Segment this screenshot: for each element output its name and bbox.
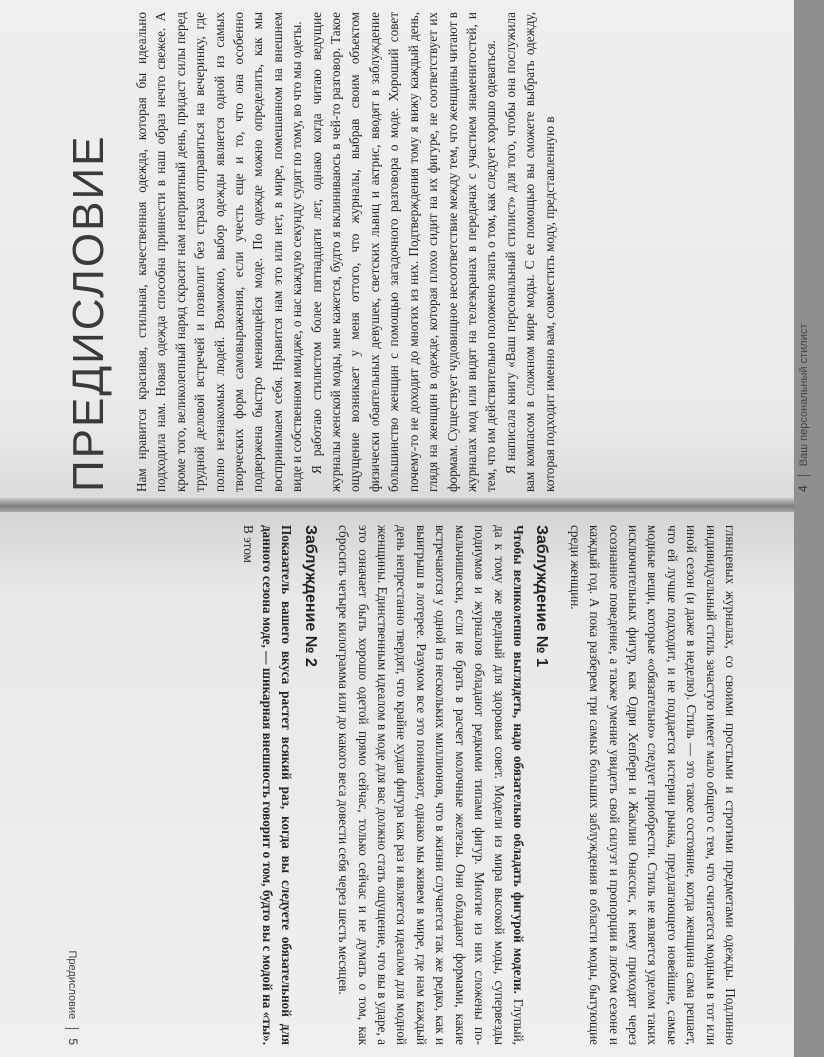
footer-divider <box>797 475 811 476</box>
misconception-1-body: Глупый, да к тому же вредный для здоровья совет. Модели из мира высокой моды, супервезды подиумов и журналов обладают редкими типами фигур. Многие из них сложены по-мальчишески, если не брать в расчет молочные железы. Они обладают формами, какие встречаются у одной из нескольких миллионов, что в жизни случается так же редко, как и выигрыш в лотерее. Разумом все это понимают, однако мы живем в мире, где нам каждый день непрестанно твердят, что крайне худая фигура как раз и является идеалом для модной женщины. Единственным идеалом в моде для вас должно стать ощущение, что вы в ударе, а это означает быть хорошо одетой прямо сейчас, только сейчас и не думать о том, как сбросить четыре килограмма или до какого веса довести себя через шесть месяцев. <box>336 525 526 1045</box>
right-page-content <box>40 525 740 1045</box>
right-footer <box>65 525 80 1045</box>
left-page-content <box>54 12 824 492</box>
misconception-1-lead: Чтобы великолепно выглядеть, надо обязательно обладать фигурой модели. <box>510 525 526 994</box>
page-number-left: 4 <box>796 485 810 492</box>
right-intro-paragraph: глянцевых журналах, со своими простыми и строгими предметами одежды. Подлинно индивидуальный стиль зачастую имеет мало общего с тем, что считается модным в тот или иной сезон (и даже в неделю). Стиль — это такое состояние, когда женщина сама решает, что ей лучше подходит, и не поддается истерии рынка, предлагающего новейшие, самые модные вещи, которые «обязательно» следует приобрести. Стиль не является уделом таких исключительных фигур, как Одри Хепберн и Жаклин Онассис, к нему приходят через осознанное поведение, а также умение увидеть свой силуэт и пропорции в любом сезоне и каждый год. А пока разберем три самых больших заблуждения в области моды, бытующие среди женщин. <box>567 525 738 1045</box>
misconception-1-heading: Заблуждение № 1 <box>533 525 551 667</box>
misconception-1-paragraph <box>334 525 528 1045</box>
misconception-2-lead: Показатель вашего вкуса растет всякий раз, когда вы следуете обязательной для данного сезона моде, — шикарная внешность говорит о том, будто вы с модой на «ты». <box>260 525 295 1045</box>
left-paragraph: Я работаю стилистом более пятнадцати лет, однако когда читаю ведущие журналы женской моды, мне кажется, будто я вклиниваюсь в чей-то разговор. Такое ощущение возникает у меня оттого, что журналы, выбрав своим объектом физически обаятельных девушек, светских львиц и актрис, вводят в заблуждение большинство женщин с помощью загадочного разговора о моде. Хороший совет почему-то не доходит до многих из них. Подтверждения тому я вижу каждый день, глядя на женщин в одежде, которая плохо сидит на их фигуре, не соответствует их формам. Существует чудовищное несоответствие между тем, что женщины читают в журналах мод или видят на телеэкранах в передачах с участием знаменитостей, и тем, что им действительно положено знать о том, как следует хорошо одеваться. <box>308 12 499 492</box>
footer-divider <box>65 1028 79 1029</box>
misconception-2-paragraph <box>238 525 296 1045</box>
left-paragraph: Нам нравится красивая, стильная, качественная одежда, которая бы идеально подходила нам. Новая одежда способна привнести в наш образ нечто свежее. А кроме того, великолепный наряд скрасит нам неприятный день, придаст силы перед трудной деловой встречей и позволит без страха отправиться на вечеринку, где полно незнакомых людей. Возможно, выбор одежды является одной из самых творческих форм самовыражения, если учесть еще и то, что она особенно подвержена быстро меняющейся моде. По одежде можно определить, как мы воспринимаем себя. Нравится нам это или нет, в мире, помешанном на внешнем виде и собственном имидже, о нас каждую секунду судят по тому, во что мы одеты. <box>134 12 305 492</box>
page-number-right: 5 <box>66 1038 80 1045</box>
running-head-right: Предисловие <box>66 950 78 1020</box>
left-footer <box>796 12 811 492</box>
right-text-column <box>238 525 740 1045</box>
left-paragraph: Я написала книгу «Ваш персональный стилист» для того, чтобы она послужила вам компасом в сложном мире моды. С ее помощью вы сможете выбрать одежду, которая подходит именно вам, совместить моду, представленную в <box>502 12 557 492</box>
chapter-title: ПРЕДИСЛОВИЕ <box>64 134 113 492</box>
misconception-2-body: В этом <box>240 525 256 564</box>
running-head-left: Ваш персональный стилист <box>798 323 810 467</box>
misconception-2-heading: Заблуждение № 2 <box>301 525 319 667</box>
left-text-column <box>132 12 559 492</box>
